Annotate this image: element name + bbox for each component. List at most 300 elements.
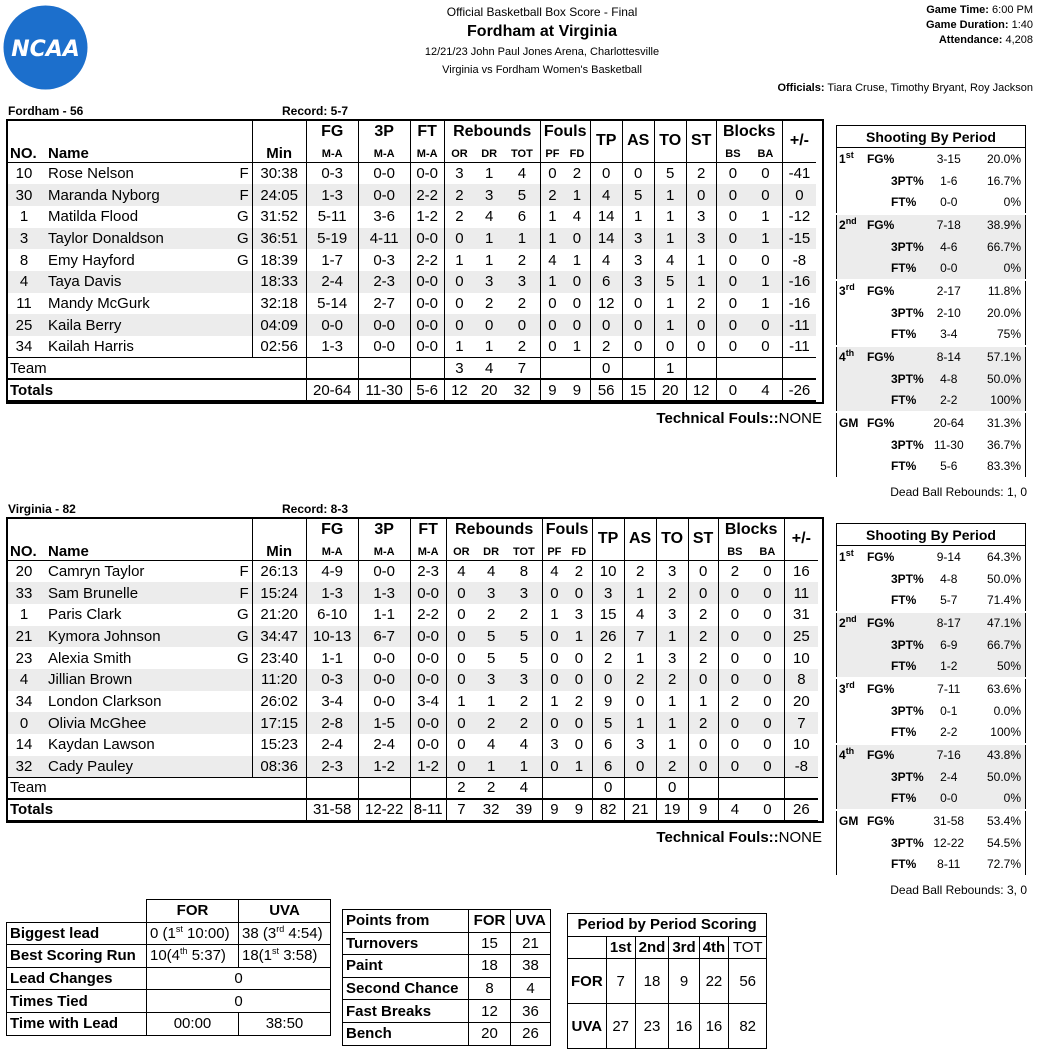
stat-ft: 0-0: [410, 582, 446, 604]
stat-pf: 4: [550, 563, 559, 581]
player-position: [234, 691, 252, 713]
player-minutes: 17:15: [252, 712, 306, 734]
stat-or: 0: [444, 228, 474, 250]
stat-tot: 4: [506, 734, 542, 756]
stat-or: 3: [455, 165, 464, 183]
stat-tp: 14: [590, 228, 622, 250]
points-for: 8: [469, 977, 511, 1000]
stat-as: 1: [624, 712, 656, 734]
team-score-label: Virginia - 82: [8, 502, 76, 516]
stat-ft: 0-0: [410, 293, 444, 315]
period-header: 2nd: [635, 936, 669, 959]
stat-as: 5: [622, 184, 654, 206]
stat-fd: 1: [566, 626, 592, 648]
stat-to: 5: [654, 271, 686, 293]
stat-pm: -11: [789, 338, 810, 356]
stat-as: 2: [624, 669, 656, 691]
shooting-row: [837, 170, 1026, 192]
period-label: [837, 788, 865, 810]
stat-ft: 0-0: [410, 228, 444, 250]
stat-fd: 2: [566, 561, 592, 583]
player-name: Rose Nelson: [48, 165, 134, 183]
total-or: 12: [444, 379, 474, 401]
column-header: PF: [547, 545, 562, 558]
stat-tot: 8: [506, 561, 542, 583]
summary-label: Best Scoring Run: [7, 945, 147, 968]
stat-fd: 0: [566, 582, 592, 604]
points-row: [343, 1022, 551, 1045]
stat-pf: 0: [542, 712, 566, 734]
stat-tp3: 0-0: [358, 647, 410, 669]
player-position: G: [234, 206, 252, 228]
stat-bs: 0: [718, 626, 751, 648]
player-number: 30: [6, 184, 42, 206]
period-header: TOT: [729, 936, 767, 959]
shooting-row: [837, 192, 1026, 214]
shooting-percent: 57.1%: [972, 346, 1026, 368]
stat-or: 0: [444, 314, 474, 336]
player-minutes: 18:39: [252, 249, 306, 271]
player-number: 25: [6, 314, 42, 336]
column-header: M-A: [358, 145, 410, 163]
stat-tp3: 0-0: [358, 561, 410, 583]
player-number: 20: [15, 563, 33, 581]
stat-or: 0: [444, 271, 474, 293]
player-minutes: 31:52: [252, 206, 306, 228]
period-score: 82: [729, 1004, 767, 1049]
stat-to: 5: [654, 163, 686, 185]
period-label: [837, 302, 865, 324]
player-position: [234, 271, 252, 293]
column-header: TO: [656, 517, 688, 561]
shooting-made-attempted: 9-14: [926, 546, 972, 568]
box-score-table: [6, 517, 818, 822]
stat-pm: 7: [784, 712, 818, 734]
shooting-made-attempted: 6-9: [926, 634, 972, 656]
stat-ft: 0-0: [410, 626, 446, 648]
stat-tp3: 2-7: [358, 293, 410, 315]
stat-pf: 0: [548, 294, 557, 312]
shooting-stat: FT%: [865, 456, 926, 478]
period-label: [837, 700, 865, 722]
stat-fg: 5-11: [306, 206, 358, 228]
stat-ba: 0: [751, 626, 784, 648]
player-name: London Clarkson: [48, 692, 162, 710]
stat-bs: 0: [728, 165, 738, 183]
stat-dr: 3: [474, 271, 504, 293]
total-pm: -26: [782, 379, 816, 401]
period-label: 4th: [837, 346, 865, 368]
stat-ft: 1-2: [410, 206, 444, 228]
column-header: AS: [624, 517, 656, 561]
player-number: 33: [6, 582, 42, 604]
stat-fd: 3: [566, 604, 592, 626]
shooting-percent: 72.7%: [972, 854, 1026, 876]
column-header: NO.: [10, 543, 37, 560]
player-number: 11: [16, 294, 32, 312]
column-header: FT: [410, 119, 444, 145]
period-label: [837, 766, 865, 788]
stat-bs: 0: [730, 736, 740, 754]
period-label: [837, 434, 865, 456]
player-position: [234, 669, 252, 691]
column-header: DR: [483, 545, 500, 558]
team-score-label: Fordham - 56: [8, 104, 84, 118]
shooting-stat: 3PT%: [865, 832, 926, 854]
stat-fd: 0: [564, 271, 590, 293]
stat-to: 1: [656, 626, 688, 648]
column-header: [42, 517, 234, 543]
stat-tot: 0: [504, 314, 540, 336]
shooting-made-attempted: 12-22: [926, 832, 972, 854]
player-row: [6, 691, 818, 713]
stat-bs: 0: [716, 271, 749, 293]
column-header: [252, 119, 306, 145]
totals-label: Totals: [6, 799, 252, 821]
period-team: UVA: [568, 1004, 607, 1049]
stat-tp3: 0-0: [358, 691, 410, 713]
shooting-percent: 16.7%: [972, 170, 1026, 192]
stat-tot: 5: [504, 184, 540, 206]
game-subtitle: Virginia vs Fordham Women's Basketball: [442, 64, 642, 76]
stat-fg: 1-7: [306, 249, 358, 271]
shooting-percent: 66.7%: [972, 236, 1026, 258]
stat-or: 2: [444, 184, 474, 206]
shooting-made-attempted: 5-7: [926, 590, 972, 612]
shooting-made-attempted: 3-4: [926, 324, 972, 346]
column-header: BS: [727, 545, 743, 558]
stat-ft: 0-0: [410, 163, 444, 185]
player-row: [6, 582, 818, 604]
stat-as: 1: [624, 582, 656, 604]
shooting-made-attempted: 2-2: [926, 722, 972, 744]
stat-to: 2: [656, 582, 688, 604]
team-record: Record: 8-3: [282, 502, 349, 516]
points-label: Fast Breaks: [343, 1000, 469, 1023]
player-minutes: 15:23: [252, 734, 306, 756]
player-row: [6, 184, 816, 206]
period-label: [837, 590, 865, 612]
shooting-title: Shooting By Period: [837, 524, 1026, 546]
team-to: 0: [656, 777, 688, 799]
column-header: +/-: [791, 529, 811, 547]
period-label: [837, 368, 865, 390]
player-number: 32: [6, 756, 42, 778]
shooting-stat: 3PT%: [865, 236, 926, 258]
player-row: [6, 336, 816, 358]
player-name: Alexia Smith: [48, 649, 132, 667]
stat-pf: 1: [540, 271, 564, 293]
stat-dr: 3: [476, 582, 506, 604]
stat-bs: 0: [718, 582, 751, 604]
points-for: 18: [469, 955, 511, 978]
points-label: Turnovers: [343, 932, 469, 955]
period-score: 56: [729, 959, 767, 1004]
shooting-made-attempted: 2-4: [926, 766, 972, 788]
total-pm: 26: [784, 799, 818, 821]
officials: Officials: Tiara Cruse, Timothy Bryant, Roy Jackson: [777, 82, 1033, 94]
stat-tot: 6: [504, 206, 540, 228]
stat-st: 2: [686, 163, 716, 185]
period-label: [837, 456, 865, 478]
stat-tp: 10: [592, 561, 624, 583]
stat-ba: 0: [751, 669, 784, 691]
stat-st: 0: [688, 561, 718, 583]
stat-ba: 1: [749, 271, 782, 293]
shooting-stat: FT%: [865, 258, 926, 280]
stat-fd: 1: [566, 756, 592, 778]
summary-label: Time with Lead: [7, 1012, 147, 1035]
total-fd: 9: [564, 379, 590, 401]
column-header: TOT: [504, 145, 540, 163]
shooting-made-attempted: 4-8: [926, 368, 972, 390]
player-row: [6, 163, 816, 185]
player-minutes: 02:56: [252, 336, 306, 358]
shooting-stat: FT%: [865, 788, 926, 810]
stat-tp: 12: [590, 293, 622, 315]
shooting-row: [837, 148, 1026, 170]
stat-pm: -16: [782, 271, 816, 293]
period-label: [837, 568, 865, 590]
shooting-percent: 36.7%: [972, 434, 1026, 456]
dead-ball-rebounds: Dead Ball Rebounds: 1, 0: [890, 485, 1027, 499]
summary-col-for: FOR: [147, 900, 239, 923]
stat-ba: 0: [749, 336, 782, 358]
stat-pf: 0: [548, 338, 557, 356]
stat-ft: 3-4: [410, 691, 446, 713]
column-header: TP: [590, 119, 622, 163]
stat-dr: 5: [476, 626, 506, 648]
period-label: 4th: [837, 744, 865, 766]
stat-tot: 2: [506, 691, 542, 713]
player-position: [234, 756, 252, 778]
shooting-percent: 11.8%: [972, 280, 1026, 302]
player-name: Kailah Harris: [48, 338, 134, 356]
stat-fg: 0-3: [306, 163, 358, 185]
column-header: M-A: [306, 145, 358, 163]
shooting-row: [837, 612, 1026, 634]
summary-value: 10(4th 5:37): [147, 945, 239, 968]
period-header-row: [568, 936, 767, 959]
stat-pf: 0: [550, 649, 559, 667]
stat-ft: 0-0: [410, 271, 444, 293]
stat-tp3: 2-3: [358, 271, 410, 293]
shooting-percent: 0%: [972, 192, 1026, 214]
stat-tp3: 0-0: [358, 184, 410, 206]
player-minutes: 30:38: [252, 163, 306, 185]
shooting-by-period: [836, 125, 1026, 479]
total-or: 7: [446, 799, 476, 821]
column-header: 3P: [358, 517, 410, 543]
shooting-row: [837, 590, 1026, 612]
stat-pm: -8: [784, 756, 818, 778]
stat-pm: 8: [784, 669, 818, 691]
stat-fg: 1-3: [306, 184, 358, 206]
column-header: FG: [306, 119, 358, 145]
team-or: 3: [444, 358, 474, 380]
stat-tot: 5: [506, 647, 542, 669]
player-number: 21: [6, 626, 42, 648]
stat-tp: 6: [590, 271, 622, 293]
shooting-percent: 83.3%: [972, 456, 1026, 478]
points-uva: 4: [511, 977, 551, 1000]
stat-st: 1: [686, 271, 716, 293]
stat-ba: 0: [751, 712, 784, 734]
stat-tp3: 0-0: [358, 163, 410, 185]
shooting-stat: FG%: [865, 280, 926, 302]
stat-to: 4: [654, 249, 686, 271]
stat-or: 0: [457, 649, 466, 667]
column-header: Fouls: [540, 119, 590, 145]
shooting-percent: 50.0%: [972, 368, 1026, 390]
player-name: Mandy McGurk: [48, 294, 150, 312]
shooting-by-period: [836, 523, 1026, 877]
player-row: [6, 647, 818, 669]
stat-fd: 4: [564, 206, 590, 228]
stat-bs: 2: [730, 692, 740, 710]
shooting-row: [837, 568, 1026, 590]
stat-tp: 0: [590, 314, 622, 336]
stat-st: 1: [686, 249, 716, 271]
stat-pm: 10: [793, 649, 810, 667]
player-name: Olivia McGhee: [42, 712, 234, 734]
column-header: FT: [410, 517, 446, 543]
stat-fg: 0-0: [306, 314, 358, 336]
stat-st: 0: [686, 336, 716, 358]
player-position: G: [234, 626, 252, 648]
stat-pm: -8: [792, 251, 807, 269]
stat-tot: 2: [504, 249, 540, 271]
shooting-stat: FG%: [865, 214, 926, 236]
stat-fg: 1-3: [306, 582, 358, 604]
period-score: 16: [699, 1004, 729, 1049]
shooting-percent: 64.3%: [972, 546, 1026, 568]
total-st: 12: [686, 379, 716, 401]
shooting-made-attempted: 11-30: [926, 434, 972, 456]
shooting-row: [837, 700, 1026, 722]
stat-to: 3: [656, 561, 688, 583]
summary-value: 18(1st 3:58): [239, 945, 331, 968]
stat-st: 3: [686, 228, 716, 250]
shooting-row: [837, 722, 1026, 744]
stat-tot: 2: [504, 293, 540, 315]
shooting-percent: 0%: [972, 788, 1026, 810]
shooting-stat: FG%: [865, 810, 926, 832]
summary-value: 00:00: [147, 1012, 239, 1035]
player-name: Matilda Flood: [48, 208, 139, 226]
column-header: [234, 145, 252, 163]
stat-or: 0: [457, 736, 466, 754]
player-position: G: [234, 647, 252, 669]
stat-ft: 2-2: [410, 184, 444, 206]
column-header: ST: [686, 119, 716, 163]
stat-as: 0: [622, 293, 654, 315]
period-team: FOR: [568, 959, 607, 1004]
shooting-percent: 20.0%: [972, 302, 1026, 324]
shooting-percent: 31.3%: [972, 412, 1026, 434]
player-name: Cady Pauley: [42, 756, 234, 778]
period-scoring-title: Period by Period Scoring: [568, 914, 767, 937]
stat-fd: 2: [566, 691, 592, 713]
summary-value: 0: [147, 967, 331, 990]
player-row: [6, 734, 818, 756]
player-minutes: 04:09: [252, 314, 306, 336]
stat-pf: 0: [542, 756, 566, 778]
totals-label: Totals: [6, 379, 252, 401]
stat-tp3: 6-7: [358, 626, 410, 648]
stat-tp3: 1-1: [358, 604, 410, 626]
column-header: BS: [725, 147, 741, 160]
shooting-stat: 3PT%: [865, 368, 926, 390]
shooting-made-attempted: 31-58: [926, 810, 972, 832]
points-from-table: [342, 909, 551, 1046]
stat-dr: 1: [485, 338, 494, 356]
points-for: 15: [469, 932, 511, 955]
stat-or: 1: [455, 338, 464, 356]
dead-ball-rebounds: Dead Ball Rebounds: 3, 0: [890, 883, 1027, 897]
matchup-title: Fordham at Virginia: [467, 23, 617, 40]
total-tot: 39: [506, 799, 542, 821]
summary-label: Times Tied: [7, 990, 147, 1013]
stat-ba: 0: [749, 184, 782, 206]
stat-or: 0: [446, 582, 476, 604]
stat-pm: 10: [793, 736, 810, 754]
points-uva: 36: [511, 1000, 551, 1023]
player-row: [6, 561, 818, 583]
period-label: GM: [837, 810, 865, 832]
stat-to: 1: [656, 734, 688, 756]
team-tot: 7: [504, 358, 540, 380]
player-number: 4: [6, 669, 42, 691]
player-minutes: 26:02: [252, 691, 306, 713]
stat-fg: 6-10: [306, 604, 358, 626]
player-name: Kymora Johnson: [42, 626, 234, 648]
player-number: 14: [15, 736, 33, 754]
player-position: F: [234, 184, 252, 206]
stat-as: 7: [624, 626, 656, 648]
period-label: [837, 192, 865, 214]
shooting-made-attempted: 0-0: [926, 258, 972, 280]
shooting-percent: 38.9%: [972, 214, 1026, 236]
player-minutes: 32:18: [252, 293, 306, 315]
stat-ft: 2-3: [410, 561, 446, 583]
stat-st: 3: [686, 206, 716, 228]
period-header: 1st: [606, 936, 635, 959]
stat-ba: 0: [751, 582, 784, 604]
stat-fg: 4-9: [306, 561, 358, 583]
stat-tp3: 2-4: [358, 734, 410, 756]
game-duration: Game Duration: 1:40: [926, 19, 1033, 31]
shooting-percent: 63.6%: [972, 678, 1026, 700]
stat-as: 2: [624, 561, 656, 583]
stat-tot: 1: [506, 756, 542, 778]
stat-as: 0: [622, 163, 654, 185]
stat-as: 3: [624, 734, 656, 756]
stat-ft: 0-0: [410, 734, 446, 756]
player-name: Sam Brunelle: [42, 582, 234, 604]
points-label: Second Chance: [343, 977, 469, 1000]
column-header: Rebounds: [446, 517, 542, 543]
stat-st: 2: [688, 647, 718, 669]
stat-pm: -12: [788, 208, 811, 226]
stat-to: 2: [656, 756, 688, 778]
player-position: G: [234, 228, 252, 250]
stat-pf: 1: [550, 692, 559, 710]
stat-bs: 0: [730, 606, 740, 624]
column-header: M-A: [358, 543, 410, 561]
player-number: 4: [6, 271, 42, 293]
shooting-made-attempted: 7-11: [926, 678, 972, 700]
